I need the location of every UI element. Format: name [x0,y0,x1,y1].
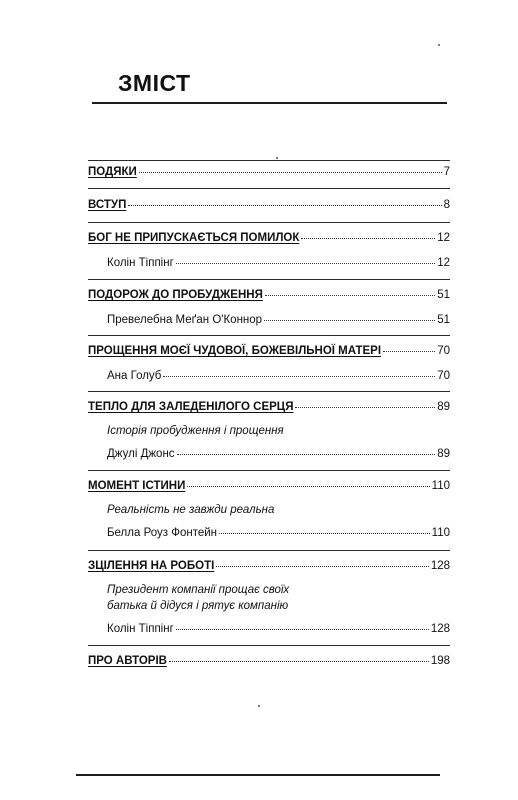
toc-entry-chapter-1[interactable] [88,229,450,247]
page-number: 51 [437,314,450,326]
page-number: 110 [431,480,450,492]
section-divider [88,335,450,336]
author-name: Колін Тіппінг [107,257,174,269]
page-number: 198 [430,655,450,667]
dot-leader [265,295,435,296]
toc-author-chapter-6[interactable] [107,620,450,638]
chapter-subtitle: Реальність не завжди реальна [107,504,275,516]
chapter-subtitle: Історія пробудження і прощення [107,425,284,437]
toc-author-chapter-3[interactable] [107,367,450,385]
toc-entry-about-authors[interactable] [88,652,450,670]
author-name: Джулі Джонс [107,448,175,460]
dot-leader [128,205,441,206]
section-divider [88,279,450,280]
dot-leader [139,172,442,173]
dot-leader [187,486,429,487]
toc-author-chapter-5[interactable] [107,524,450,542]
dot-leader [383,351,435,352]
dot-leader [176,263,435,264]
scan-speck [276,157,278,159]
section-divider [88,391,450,392]
author-name: Ана Голуб [107,370,162,382]
page-number: 12 [437,232,450,244]
page-number: 89 [437,401,450,413]
page-number: 70 [437,345,450,357]
author-name: Колін Тіппінг [107,623,174,635]
title-rule [92,102,447,104]
dot-leader [219,533,430,534]
page-number: 12 [437,257,450,269]
dot-leader [163,376,435,377]
entry-title: ТЕПЛО ДЛЯ ЗАЛЕДЕНІЛОГО СЕРЦЯ [88,401,294,413]
toc-entry-chapter-4[interactable] [88,398,450,416]
chapter-subtitle: Президент компанії прощає своїх батька й дідуся і рятує компанію [107,584,290,612]
page-number: 7 [443,166,450,178]
toc-author-chapter-2[interactable] [107,311,450,329]
section-divider [88,222,450,223]
bottom-rule [76,774,440,776]
dot-leader [169,661,429,662]
section-divider [88,550,450,551]
dot-leader [301,238,435,239]
author-name: Превелебна Меґан О'Коннор [107,314,263,326]
toc-entry-chapter-2[interactable] [88,286,450,304]
scan-speck [258,705,260,707]
toc-author-chapter-4[interactable] [107,445,450,463]
page-number: 89 [437,448,450,460]
entry-title: БОГ НЕ ПРИПУСКАЄТЬСЯ ПОМИЛОК [88,232,300,244]
section-divider [88,188,450,189]
toc-entry-introduction[interactable] [88,196,450,214]
page-number: 51 [437,289,450,301]
page-number: 128 [430,560,450,572]
section-divider [88,645,450,646]
page-number: 128 [430,623,450,635]
entry-title: ВСТУП [88,199,127,211]
toc-entry-chapter-5[interactable] [88,477,450,495]
author-name: Белла Роуз Фонтейн [107,527,218,539]
entry-title: ПОДЯКИ [88,166,137,178]
dot-leader [177,454,436,455]
dot-leader [176,629,429,630]
toc-entry-chapter-3[interactable] [88,342,450,360]
entry-title: ПРО АВТОРІВ [88,655,167,667]
entry-title: МОМЕНТ ІСТИНИ [88,480,186,492]
toc-entry-acknowledgements[interactable] [88,163,450,181]
scan-speck [438,44,440,46]
dot-leader [264,320,435,321]
toc-entry-chapter-6[interactable] [88,557,450,575]
section-divider [88,160,450,161]
section-divider [88,470,450,471]
entry-title: ПОДОРОЖ ДО ПРОБУДЖЕННЯ [88,289,263,301]
dot-leader [216,566,429,567]
entry-title: ПРОЩЕННЯ МОЄЇ ЧУДОВОЇ, БОЖЕВІЛЬНОЇ МАТЕРІ [88,345,382,357]
toc-author-chapter-1[interactable] [107,254,450,272]
page-number: 8 [443,199,450,211]
dot-leader [295,407,435,408]
page-number: 70 [437,370,450,382]
page-number: 110 [431,527,450,539]
page-title: ЗМІСТ [118,70,191,96]
entry-title: ЗЦІЛЕННЯ НА РОБОТІ [88,560,215,572]
